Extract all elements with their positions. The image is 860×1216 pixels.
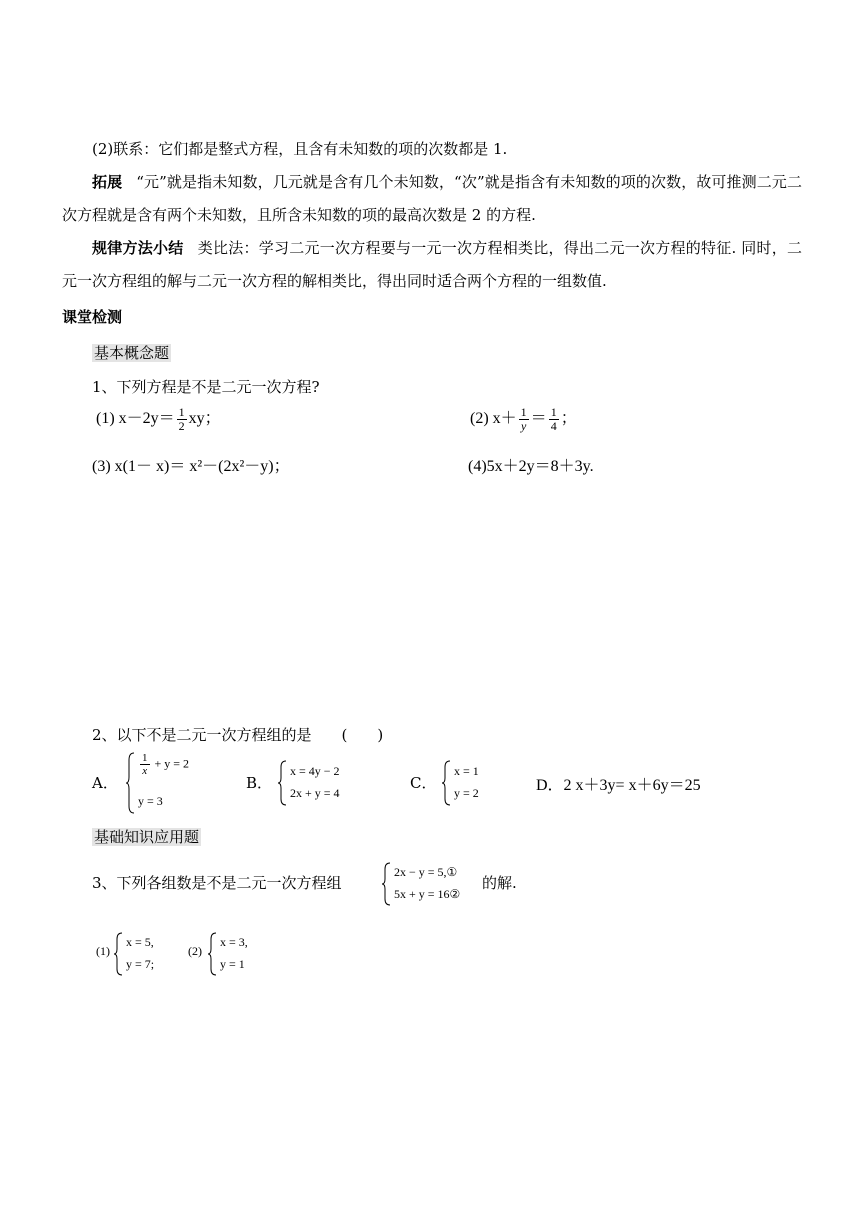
q1-item-4: (4)5x＋2y＝8＋3y.: [468, 458, 594, 475]
q1-item-1: (1) x－2y＝ $\frac{1}{2}$ xy；: [96, 404, 221, 433]
q1-item-3: (3) x(1－ x)＝ x²－(2x²－y)；: [92, 458, 290, 475]
question-3-prefix: 3、下列各组数是不是二元一次方程组: [92, 874, 342, 892]
q2-option-d: D．2 x＋3y= x＋6y＝25: [536, 777, 701, 794]
method-summary-text: 类比法：学习二元一次方程要与一元一次方程相类比，得出二元一次方程的特征. 同时，二元一次方程组的解与二元一次方程的解相类比，得出同时适合两个方程的一组数值.: [62, 239, 802, 290]
category-applied-knowledge: 基础知识应用题: [94, 828, 200, 846]
question-2: 2、以下不是二元一次方程组的是 ( ): [92, 726, 384, 744]
q2-option-b-system: x = 4y − 2 2x + y = 4: [278, 760, 368, 808]
brace-icon: [442, 760, 452, 806]
brace-icon: [208, 932, 218, 976]
q3-choice-2-system: x = 3, y = 1: [208, 932, 268, 978]
extension-label: 拓展: [92, 173, 123, 191]
brace-icon: [382, 862, 392, 906]
q3-choice-1-system: x = 5, y = 7;: [114, 932, 174, 978]
q2-option-c-system: x = 1 y = 2: [442, 760, 502, 808]
q1-item-2: (2) x＋ $\frac{1}{y}$ ＝ $\frac{1}{4}$ ；: [470, 404, 577, 433]
category-basic-concepts: 基本概念题: [94, 344, 170, 362]
q2-option-b-label: B．: [246, 774, 273, 792]
q2-option-c-label: C．: [410, 774, 437, 792]
q3-choice-2-label: (2): [188, 944, 202, 958]
paragraph-connection: (2)联系：它们都是整式方程，且含有未知数的项的次数都是 1.: [92, 140, 508, 158]
extension-text: “元”就是指未知数，几元就是含有几个未知数，“次”就是指含有未知数的项的次数，故可推测二元二次方程就是含有两个未知数，且所含未知数的项的最高次数是 2 的方程.: [62, 173, 802, 224]
question-3-suffix: 的解.: [482, 874, 517, 892]
question-1: 1、下列方程是不是二元一次方程?: [92, 378, 320, 396]
q3-choice-1-label: (1): [96, 944, 110, 958]
section-heading: 课堂检测: [62, 308, 123, 326]
q3-equation-system: 2x − y = 5,① 5x + y = 16②: [382, 862, 482, 908]
brace-icon: [126, 752, 136, 814]
brace-icon: [278, 760, 288, 806]
q2-option-a-system: $\frac{1}{x}$ + y = 2 y = 3: [126, 752, 216, 816]
q2-option-a-label: A．: [92, 774, 118, 792]
paragraph-method-summary: [62, 232, 802, 298]
brace-icon: [114, 932, 124, 976]
method-summary-label: 规律方法小结: [92, 239, 184, 257]
paragraph-extension: [62, 166, 802, 232]
